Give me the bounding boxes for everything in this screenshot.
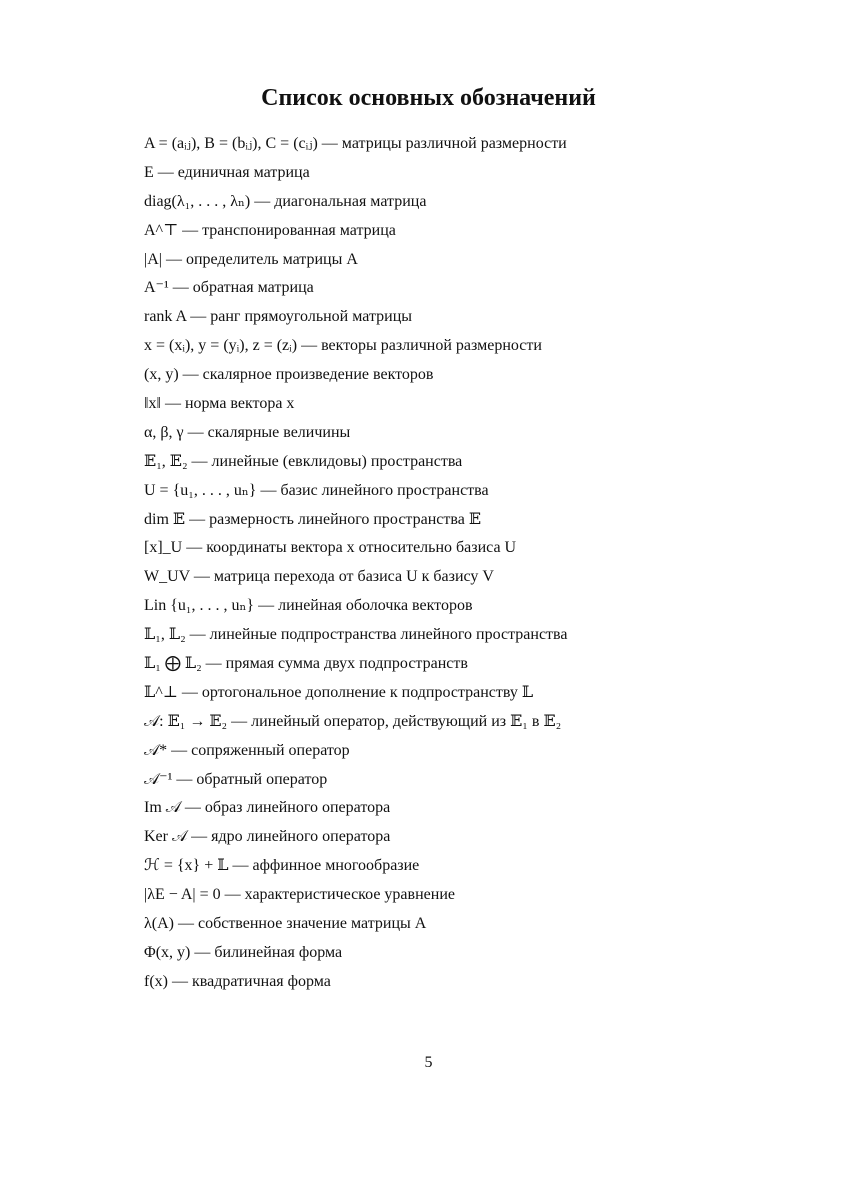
notation-description: — обратный оператор	[172, 770, 328, 788]
list-item	[144, 217, 824, 246]
list-item	[144, 390, 824, 419]
notation-description: — ядро линейного оператора	[187, 828, 391, 846]
notation-description: — размерность линейного пространства 𝔼	[185, 510, 482, 528]
notation-description: — матрицы различной размерности	[317, 135, 567, 152]
notation-symbol: (x, y)	[144, 366, 179, 384]
list-item	[144, 361, 824, 390]
list-item	[144, 939, 824, 968]
notation-description: — единичная матрица	[153, 163, 310, 181]
notation-description: — транспонированная матрица	[178, 221, 396, 239]
list-item	[144, 246, 824, 275]
notation-symbol: f(x)	[144, 972, 168, 990]
notation-description: — характеристическое уравнение	[220, 886, 455, 904]
notation-symbol: W_UV	[144, 568, 190, 586]
notation-symbol: rank A	[144, 308, 187, 326]
notation-symbol: 𝕃₁ ⨁ 𝕃₂	[144, 655, 202, 673]
notation-description: — векторы различной размерности	[297, 337, 542, 355]
notation-description: — собственное значение матрицы A	[173, 915, 427, 933]
notation-description: — билинейная форма	[190, 943, 343, 961]
notation-description: — скалярное произведение векторов	[178, 366, 434, 384]
notation-symbol: x = (xᵢ), y = (yᵢ), z = (zᵢ)	[144, 337, 298, 355]
notation-description: — ортогональное дополнение к подпространству 𝕃	[177, 683, 534, 701]
notation-symbol: A^⊤	[144, 221, 179, 239]
list-item	[144, 737, 824, 766]
list-item	[144, 303, 824, 332]
notation-description: — матрица перехода от базиса U к базису V	[189, 568, 494, 586]
list-item	[144, 506, 824, 535]
notation-symbol: [x]_U	[144, 539, 183, 557]
notation-symbol: 𝒜: 𝔼₁ → 𝔼₂	[144, 712, 228, 730]
page-number: 5	[424, 1054, 433, 1071]
notation-description: — прямая сумма двух подпространств	[201, 655, 468, 673]
notation-description: — координаты вектора x относительно базиса U	[182, 539, 517, 557]
notation-symbol: λ(A)	[144, 915, 174, 933]
notation-symbol: |λE − A| = 0	[144, 886, 221, 904]
notation-description: — определитель матрицы A	[161, 250, 358, 268]
notation-description: — линейный оператор, действующий из 𝔼₁ в 𝔼₂	[227, 712, 562, 730]
list-item	[144, 419, 824, 448]
list-item	[144, 534, 824, 563]
notation-symbol: Lin {u₁, . . . , uₙ}	[144, 597, 255, 615]
notation-description: — квадратичная форма	[167, 972, 331, 990]
list-item	[144, 823, 824, 852]
list-item	[144, 910, 824, 939]
notation-symbol: 𝒜⁻¹	[144, 770, 173, 788]
list-item	[144, 188, 824, 217]
list-item	[144, 852, 824, 881]
notation-description: — линейные подпространства линейного пространства	[185, 626, 568, 644]
list-item	[144, 130, 824, 159]
notation-description: — базис линейного пространства	[256, 481, 489, 499]
list-item	[144, 159, 824, 188]
list-item	[144, 448, 824, 477]
notation-symbol: Φ(x, y)	[144, 943, 191, 961]
list-item	[144, 766, 824, 795]
notation-description: — линейные (евклидовы) пространства	[187, 452, 463, 470]
list-item	[144, 332, 824, 361]
notation-description: — диагональная матрица	[250, 192, 427, 210]
list-item	[144, 621, 824, 650]
notation-description: — скалярные величины	[183, 423, 351, 441]
notation-symbol: A⁻¹	[144, 279, 169, 297]
notation-symbol: |A|	[144, 250, 162, 268]
list-item	[144, 592, 824, 621]
notation-symbol: 𝕃₁, 𝕃₂	[144, 626, 186, 644]
notation-symbol: E	[144, 163, 154, 181]
list-item	[144, 708, 824, 737]
notation-symbol: Im 𝒜	[144, 799, 181, 817]
notation-symbol: 𝔼₁, 𝔼₂	[144, 452, 188, 470]
notation-description: — линейная оболочка векторов	[254, 597, 473, 615]
list-item	[144, 650, 824, 679]
list-item	[144, 679, 824, 708]
notation-description: — образ линейного оператора	[180, 799, 391, 817]
page-title: Список основных обозначений	[261, 85, 596, 111]
notation-description: — сопряженный оператор	[167, 741, 350, 759]
notation-symbol: α, β, γ	[144, 423, 184, 441]
notation-symbol: ‖x‖	[144, 395, 161, 413]
notation-description: — ранг прямоугольной матрицы	[186, 308, 413, 326]
notation-description: — аффинное многообразие	[228, 857, 420, 875]
notation-symbol: diag(λ₁, . . . , λₙ)	[144, 192, 251, 210]
notation-description: — норма вектора x	[160, 395, 295, 413]
notation-description: — обратная матрица	[168, 279, 314, 297]
list-item	[144, 274, 824, 303]
notation-symbol: U = {u₁, . . . , uₙ}	[144, 481, 257, 499]
notation-symbol: dim 𝔼	[144, 510, 186, 528]
notation-symbol: A = (aᵢⱼ), B = (bᵢⱼ), C = (cᵢⱼ)	[144, 135, 318, 152]
notation-symbol: 𝒜*	[144, 741, 168, 759]
list-item	[144, 563, 824, 592]
list-item	[144, 794, 824, 823]
notation-list	[144, 130, 824, 997]
notation-symbol: ℋ = {x} + 𝕃	[144, 857, 229, 875]
list-item	[144, 881, 824, 910]
notation-symbol: Ker 𝒜	[144, 828, 188, 846]
list-item	[144, 968, 824, 997]
notation-symbol: 𝕃^⊥	[144, 683, 178, 701]
list-item	[144, 477, 824, 506]
